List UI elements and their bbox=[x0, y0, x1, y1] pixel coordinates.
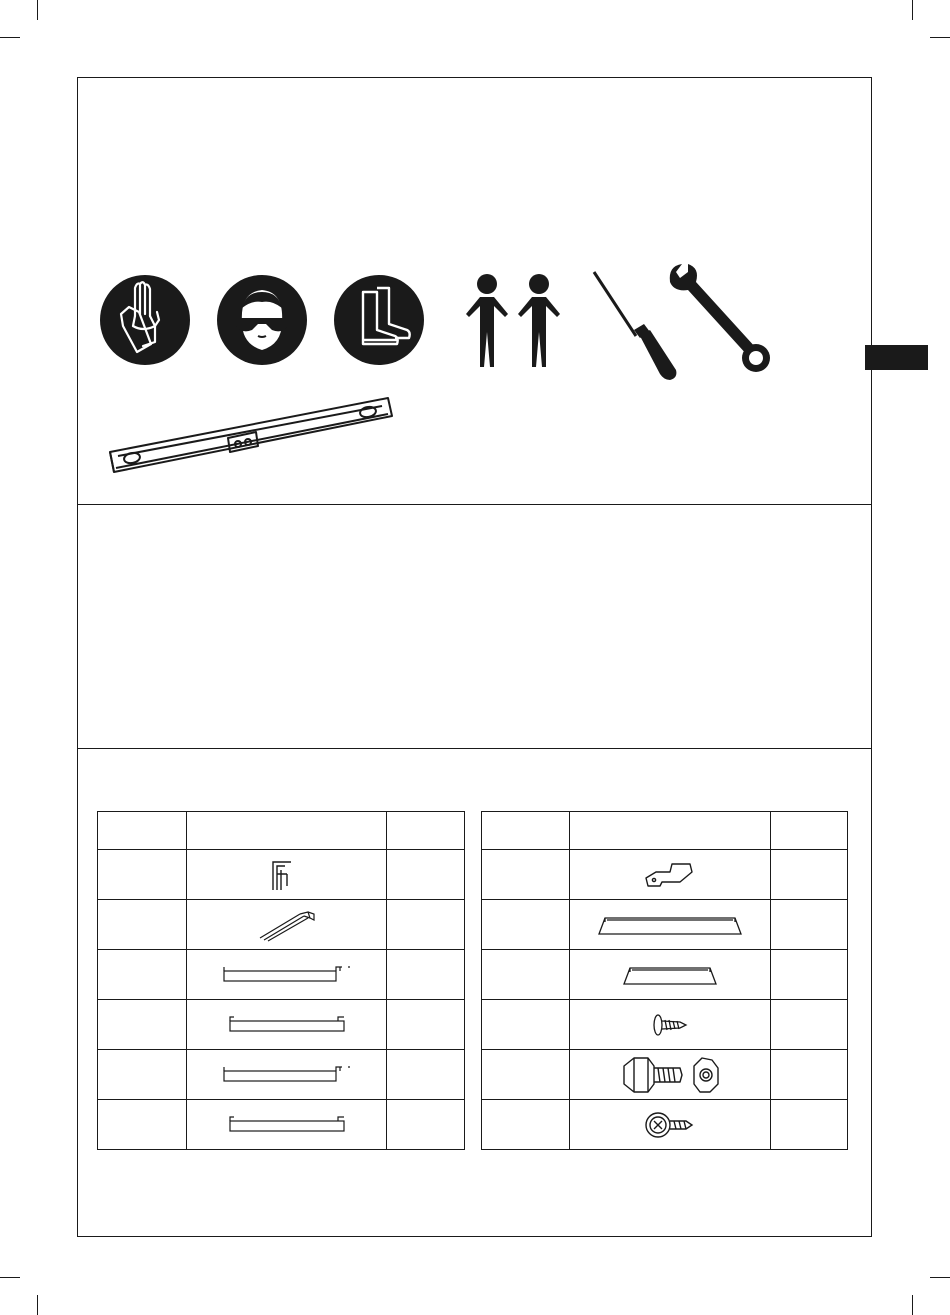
table-row bbox=[482, 1100, 848, 1150]
part-id-cell bbox=[98, 850, 187, 900]
part-id-cell bbox=[98, 950, 187, 1000]
crop-mark bbox=[37, 0, 38, 20]
part-image-cell bbox=[570, 1050, 771, 1100]
crop-mark bbox=[912, 1295, 913, 1315]
table-row bbox=[98, 950, 465, 1000]
part-image-cell bbox=[187, 950, 387, 1000]
quantity-cell bbox=[771, 950, 848, 1000]
quantity-cell bbox=[771, 1100, 848, 1150]
long-profile-icon bbox=[597, 914, 743, 936]
header-cell bbox=[482, 812, 570, 850]
table-header-row bbox=[98, 812, 465, 850]
table-row bbox=[482, 1050, 848, 1100]
long-bar-flat-icon bbox=[222, 1015, 352, 1035]
part-id-cell bbox=[98, 1050, 187, 1100]
header-cell bbox=[187, 812, 387, 850]
part-id-cell bbox=[98, 1000, 187, 1050]
part-image-cell bbox=[187, 1000, 387, 1050]
table-row bbox=[482, 1000, 848, 1050]
wrench-icon bbox=[664, 260, 776, 376]
header-cell bbox=[98, 812, 187, 850]
part-image-cell bbox=[570, 850, 771, 900]
part-image-cell bbox=[570, 1000, 771, 1050]
table-row bbox=[98, 1000, 465, 1050]
part-image-cell bbox=[570, 950, 771, 1000]
washer-head-screw-icon bbox=[644, 1109, 696, 1141]
header-cell bbox=[387, 812, 465, 850]
quantity-cell bbox=[387, 1000, 465, 1050]
part-image-cell bbox=[570, 1100, 771, 1150]
part-id-cell bbox=[482, 950, 570, 1000]
quantity-cell bbox=[387, 850, 465, 900]
crop-mark bbox=[0, 1277, 20, 1278]
quantity-cell bbox=[387, 1100, 465, 1150]
table-row bbox=[482, 950, 848, 1000]
table-header-row bbox=[482, 812, 848, 850]
part-id-cell bbox=[482, 1050, 570, 1100]
corner-bracket-icon bbox=[267, 858, 307, 892]
short-profile-icon bbox=[622, 964, 718, 986]
parts-table-left bbox=[97, 811, 465, 1150]
part-image-cell bbox=[187, 900, 387, 950]
table-row bbox=[98, 850, 465, 900]
table-row bbox=[98, 1100, 465, 1150]
crop-mark bbox=[930, 1277, 950, 1278]
part-id-cell bbox=[482, 1000, 570, 1050]
quantity-cell bbox=[387, 950, 465, 1000]
two-persons-icon bbox=[462, 272, 566, 372]
part-image-cell bbox=[187, 1050, 387, 1100]
part-id-cell bbox=[482, 850, 570, 900]
part-image-cell bbox=[570, 900, 771, 950]
part-image-cell bbox=[187, 850, 387, 900]
table-row bbox=[482, 850, 848, 900]
part-image-cell bbox=[187, 1100, 387, 1150]
table-row bbox=[98, 1050, 465, 1100]
crop-mark bbox=[0, 37, 20, 38]
section-divider bbox=[77, 504, 872, 505]
table-row bbox=[98, 900, 465, 950]
gloves-icon bbox=[99, 274, 191, 366]
quantity-cell bbox=[771, 850, 848, 900]
part-id-cell bbox=[98, 900, 187, 950]
header-cell bbox=[570, 812, 771, 850]
long-bar-hook-icon bbox=[222, 1065, 352, 1085]
spirit-level-icon bbox=[104, 390, 396, 480]
part-id-cell bbox=[482, 1100, 570, 1150]
bent-clip-icon bbox=[642, 860, 698, 890]
section-tab-marker bbox=[865, 345, 928, 370]
crop-mark bbox=[930, 37, 950, 38]
safety-glasses-icon bbox=[216, 274, 308, 366]
quantity-cell bbox=[387, 1050, 465, 1100]
quantity-cell bbox=[771, 1000, 848, 1050]
crop-mark bbox=[37, 1295, 38, 1315]
table-row bbox=[482, 900, 848, 950]
crop-mark bbox=[912, 0, 913, 20]
bolt-and-nut-icon bbox=[620, 1056, 720, 1094]
quantity-cell bbox=[771, 900, 848, 950]
header-cell bbox=[771, 812, 848, 850]
rail-profile-icon bbox=[258, 908, 316, 942]
part-id-cell bbox=[482, 900, 570, 950]
part-id-cell bbox=[98, 1100, 187, 1150]
parts-table-right bbox=[481, 811, 848, 1150]
self-tapping-screw-icon bbox=[652, 1012, 688, 1038]
safety-boots-icon bbox=[333, 274, 425, 366]
long-bar-hook-icon bbox=[222, 965, 352, 985]
quantity-cell bbox=[387, 900, 465, 950]
quantity-cell bbox=[771, 1050, 848, 1100]
section-divider bbox=[77, 748, 872, 749]
long-bar-flat-icon bbox=[222, 1115, 352, 1135]
